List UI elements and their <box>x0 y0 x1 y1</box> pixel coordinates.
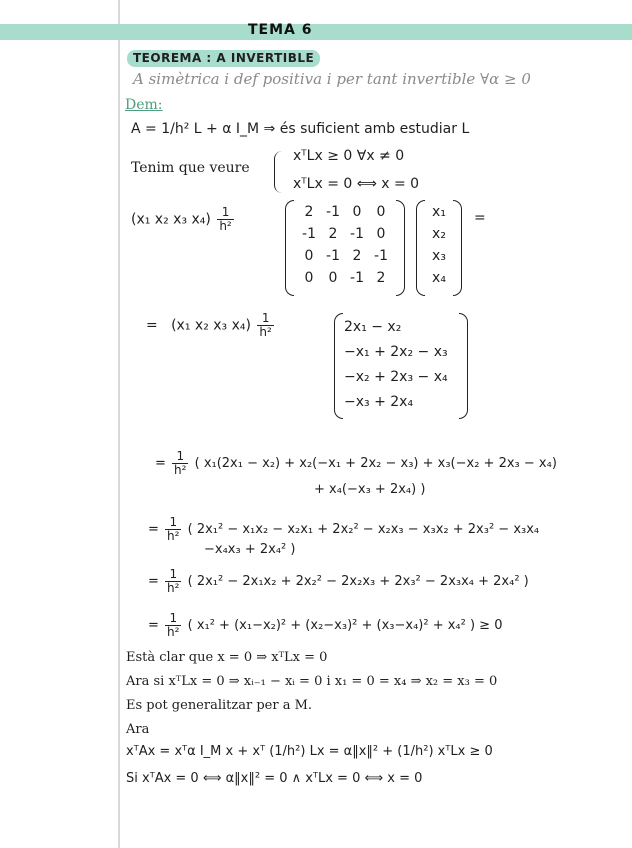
theorem-statement: A simètrica i def positiva i per tant invertible ∀α ≥ 0 <box>133 70 531 88</box>
equals-sign: = <box>146 317 158 334</box>
matrix-cell: 2 <box>376 270 386 286</box>
matrix-cell: -1 <box>374 248 388 264</box>
page-margin-line <box>118 0 120 848</box>
result-entry <box>344 344 448 369</box>
ara-si-line: Ara si xᵀLx = 0 ⇒ xᵢ₋₁ − xᵢ = 0 i x₁ = 0 = x₄ ⇒ x₂ = x₃ = 0 <box>126 674 498 689</box>
vector-entry <box>428 204 450 226</box>
fraction-1-h2 <box>165 516 181 543</box>
vector-cell: x₁ <box>432 204 446 220</box>
result-entry <box>344 394 448 419</box>
matrix-cell: -1 <box>350 270 364 286</box>
expansion-text: ( x₁² + (x₁−x₂)² + (x₂−x₃)² + (x₃−x₄)² + x₄² ) ≥ 0 <box>187 618 503 633</box>
expansion-line-2 <box>148 516 539 543</box>
vector-entry <box>428 226 450 248</box>
frac-num: 1 <box>165 516 181 530</box>
expansion-line-1b: + x₄(−x₃ + 2x₄) ) <box>314 482 426 497</box>
matrix-grid <box>297 204 393 292</box>
final-line-2: Si xᵀAx = 0 ⟺ α‖x‖² = 0 ∧ xᵀLx = 0 ⟺ x = 0 <box>126 771 423 786</box>
expansion-text: ( x₁(2x₁ − x₂) + x₂(−x₁ + 2x₂ − x₃) + x₃(−x₂ + 2x₃ − x₄) <box>194 456 557 471</box>
condition-1: xᵀLx ≥ 0 ∀x ≠ 0 <box>293 148 405 164</box>
expansion-text: ( 2x₁² − 2x₁x₂ + 2x₂² − 2x₂x₃ + 2x₃² − 2x₃x₄ + 2x₄² ) <box>187 574 529 589</box>
result-vector <box>334 313 468 417</box>
matrix-row <box>297 248 393 270</box>
matrix-row <box>297 270 393 292</box>
frac-den: h² <box>259 325 272 339</box>
expansion-line-2b: −x₄x₃ + 2x₄² ) <box>204 542 296 557</box>
matrix-cell: 2 <box>352 248 362 264</box>
frac-den: h² <box>219 219 232 233</box>
frac-num: 1 <box>217 206 233 220</box>
final-line-1: xᵀAx = xᵀα I_M x + xᵀ (1/h²) Lx = α‖x‖² + (1/h²) xᵀLx ≥ 0 <box>126 744 493 759</box>
matrix-cell: -1 <box>326 204 340 220</box>
vector-entry <box>428 270 450 292</box>
expansion-line-4 <box>148 612 502 639</box>
frac-num: 1 <box>172 450 188 464</box>
frac-num: 1 <box>165 568 181 582</box>
matrix-cell: -1 <box>350 226 364 242</box>
equals-sign: = <box>148 522 159 537</box>
expansion-text: ( 2x₁² − x₁x₂ − x₂x₁ + 2x₂² − x₂x₃ − x₃x₂ + 2x₃² − x₃x₄ <box>187 522 540 537</box>
matrix-cell: 2 <box>304 204 314 220</box>
result-entry <box>344 369 448 394</box>
matrix-row <box>297 204 393 226</box>
vector-cell: x₃ <box>432 248 446 264</box>
row-vector-text: (x₁ x₂ x₃ x₄) <box>171 317 251 334</box>
matrix-cell: 0 <box>304 248 314 264</box>
fraction-1-h2 <box>172 450 188 477</box>
matrix-cell: 0 <box>376 204 386 220</box>
line-a-definition: A = 1/h² L + α I_M ⇒ és suficient amb estudiar L <box>131 121 470 137</box>
fraction-1-h2 <box>165 612 181 639</box>
result-bracket-right <box>459 313 468 419</box>
matrix-cell: 0 <box>376 226 386 242</box>
frac-den: h² <box>167 625 180 639</box>
equals-sign: = <box>148 618 159 633</box>
vector-bracket-left <box>416 200 425 296</box>
vector-bracket-right <box>453 200 462 296</box>
frac-den: h² <box>167 529 180 543</box>
frac-den: h² <box>174 463 187 477</box>
equals-sign: = <box>474 210 486 226</box>
matrix-cell: 0 <box>352 204 362 220</box>
expansion-line-1 <box>155 450 557 477</box>
row-vector-text: (x₁ x₂ x₃ x₄) <box>131 211 211 228</box>
result-cell: 2x₁ − x₂ <box>344 319 402 335</box>
fraction-1-h2 <box>217 206 233 233</box>
theorem-label: TEOREMA : A INVERTIBLE <box>127 50 320 67</box>
frac-num: 1 <box>257 312 273 326</box>
title-highlight <box>0 24 632 40</box>
matrix-L <box>285 200 405 294</box>
row-vector-2 <box>146 312 276 339</box>
fraction-1-h2 <box>165 568 181 595</box>
vector-entry <box>428 248 450 270</box>
matrix-cell: -1 <box>326 248 340 264</box>
matrix-bracket-left <box>285 200 294 296</box>
result-cell: −x₂ + 2x₃ − x₄ <box>344 369 448 385</box>
matrix-cell: 0 <box>304 270 314 286</box>
clar-line: Està clar que x = 0 ⇒ xᵀLx = 0 <box>126 650 328 665</box>
condition-2: xᵀLx = 0 ⟺ x = 0 <box>293 176 420 192</box>
ara-line: Ara <box>126 722 150 737</box>
vector-cell: x₂ <box>432 226 446 242</box>
page-title: TEMA 6 <box>248 22 313 38</box>
vector-cell: x₄ <box>432 270 446 286</box>
tenim-label: Tenim que veure <box>131 160 250 176</box>
vector-grid <box>428 204 450 292</box>
matrix-cell: 0 <box>328 270 338 286</box>
condition-brace <box>274 151 285 193</box>
result-entry <box>344 319 448 344</box>
frac-num: 1 <box>165 612 181 626</box>
generalitzar-line: Es pot generalitzar per a M. <box>126 698 313 713</box>
expansion-line-3 <box>148 568 529 595</box>
frac-den: h² <box>167 581 180 595</box>
matrix-row <box>297 226 393 248</box>
proof-label: Dem: <box>125 97 163 113</box>
equals-sign: = <box>155 456 166 471</box>
result-cell: −x₁ + 2x₂ − x₃ <box>344 344 448 360</box>
matrix-bracket-right <box>396 200 405 296</box>
matrix-cell: -1 <box>302 226 316 242</box>
row-vector <box>131 206 236 233</box>
result-bracket-left <box>334 313 343 419</box>
matrix-cell: 2 <box>328 226 338 242</box>
fraction-1-h2 <box>257 312 273 339</box>
equals-sign: = <box>148 574 159 589</box>
result-grid <box>344 319 448 419</box>
result-cell: −x₃ + 2x₄ <box>344 394 414 410</box>
vector-x <box>416 200 462 294</box>
